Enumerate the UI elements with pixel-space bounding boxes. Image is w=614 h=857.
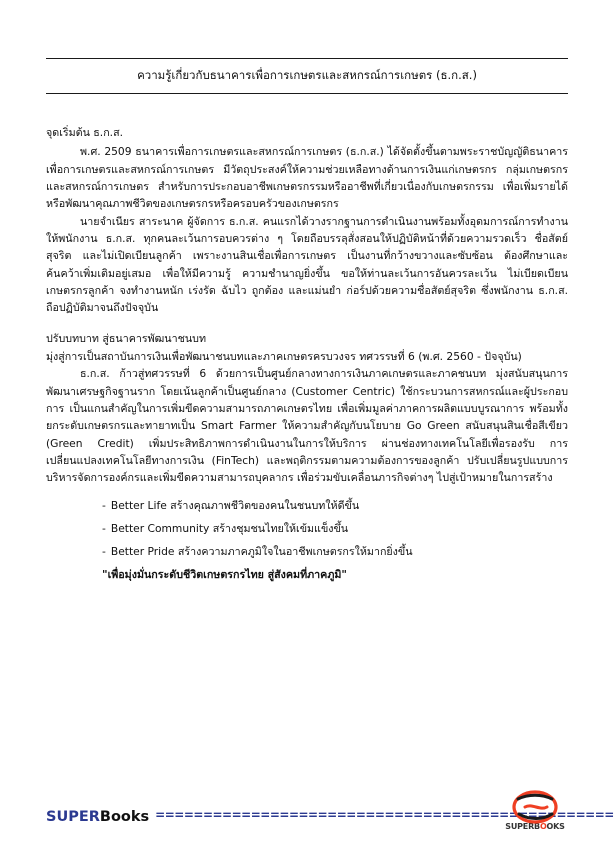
list-item-label: Better Community สร้างชุมชนไทยให้เข้มแข็งขึ้น <box>110 521 349 535</box>
list-item <box>46 520 568 537</box>
list-item-label: Better Life สร้างคุณภาพชีวิตของคนในชนบทให้ดีขึ้น <box>110 498 360 512</box>
footer-logo-text-post: OKS <box>546 822 565 831</box>
footer-divider-dashes: ================================================ <box>155 808 614 822</box>
list-item <box>46 497 568 514</box>
dash-icon: - <box>102 498 106 512</box>
dash-icon: - <box>102 545 106 559</box>
footer-brand-prefix: SUPER <box>46 809 100 825</box>
footer-logo-text-o: O <box>539 822 547 831</box>
footer-logo-text-pre: SUPERB <box>505 822 540 831</box>
document-header <box>46 58 568 94</box>
document-page <box>0 58 614 857</box>
list-item <box>46 543 568 560</box>
document-footer <box>0 777 614 833</box>
section-heading-role-line1: ปรับบทบาท สู่ธนาคารพัฒนาชนบท <box>46 331 207 345</box>
page-title: ความรู้เกี่ยวกับธนาคารเพื่อการเกษตรและสหกรณ์การเกษตร (ธ.ก.ส.) <box>137 68 477 82</box>
dash-icon: - <box>102 521 106 535</box>
footer-logo <box>502 790 568 831</box>
swoosh-icon <box>512 790 558 824</box>
paragraph-role-1: ธ.ก.ส. ก้าวสู่ทศวรรษที่ 6 ด้วยการเป็นศูนย์กลางทางการเงินภาคเกษตรและภาคชนบท มุ่งสนับสนุนการพัฒนาเศรษฐกิจฐานราก โดยเน้นลูกค้าเป็นศูนย์กลาง (Customer Centric) ใช้กระบวนการสหกรณ์และผู้ประกอบการ เป็นแกนสำคัญในการเพิ่มขีดความสามารถภาคเกษตรไทย เพื่อเพิ่มมูลค่าภาคการผลิตแบบบูรณาการ พร้อมทั้งยกระดับเกษตรกรและทายาทเป็น Smart Farmer ให้ความสำคัญกับนโยบาย Go Green สนับสนุนสินเชื่อสีเขียว (Green Credit) เพิ่มประสิทธิภาพการดำเนินงานในการให้บริการ ผ่านช่องทางเทคโนโลยีเพื่อรองรับ การเปลี่ยนแปลงเทคโนโลยีทางการเงิน (FinTech) และพฤติกรรมตามความต้องการของลูกค้า ปรับเปลี่ยนรูปแบบการบริหารจัดการองค์กรและเพิ่มขีดความสามารถบุคลากร เพื่อร่วมขับเคลื่อนภารกิจต่างๆ ไปสู่เป้าหมายในการสร้าง <box>46 367 568 485</box>
closing-quote: "เพื่อมุ่งมั่นกระดับชีวิตเกษตรกรไทย สู่สังคมที่ภาคภูมิ" <box>102 568 347 582</box>
paragraph-origin-2: นายจำเนียร สาระนาค ผู้จัดการ ธ.ก.ส. คนแรกได้วางรากฐานการดำเนินงานพร้อมทั้งอุดมการณ์การทำงานให้พนักงาน ธ.ก.ส. ทุกคนละเว้นการอบควรต่าง ๆ โดยถือบรรลุสั่งสอนให้ปฏิบัติหน้าที่ด้วยความรวดเร็ว ชื่อสัตย์ สุจริต และไม่เปิดเบียนลูกค้า เพราะงานสินเชื่อเพื่อการเกษตร เป็นงานที่กว้างขวางและซับซ้อน ต้องศึกษาและค้นคว้าเพิ่มเติมอยู่เสมอ เพื่อให้มีความรู้ ความชำนาญยิ่งขึ้น ขอให้ท่านละเว้นการอันควรละเว้น ไม่เบียดเบียนเกษตรกรลูกค้า จงทำงานหนัก เร่งรัด ฉับไว ถูกต้อง และแม่นยำ ก่อร์ปด้วยความชื่อสัตย์สุจริต ซึ่งพนักงาน ธ.ก.ส. ถือปฏิบัติมาจนถึงปัจจุบัน <box>46 214 568 315</box>
section-spacer <box>46 317 568 330</box>
footer-brand-suffix: Books <box>99 809 150 825</box>
document-body <box>46 124 568 584</box>
list-item-label: Better Pride สร้างความภาคภูมิใจในอาชีพเกษตรกรให้มากยิ่งขึ้น <box>110 545 413 559</box>
section-heading-origin: จุดเริ่มต้น ธ.ก.ส. <box>46 125 123 139</box>
section-heading-role-line2: มุ่งสู่การเป็นสถาบันการเงินเพื่อพัฒนาชนบทและภาคเกษตรครบวงจร ทศวรรษที่ 6 (พ.ศ. 2560 - ปัจจุบัน) <box>46 349 522 363</box>
paragraph-origin-1: พ.ศ. 2509 ธนาคารเพื่อการเกษตรและสหกรณ์การเกษตร (ธ.ก.ส.) ได้จัดตั้งขึ้นตามพระราชบัญญัติธนาคารเพื่อการเกษตรและสหกรณ์การเกษตร มีวัตถุประสงค์ให้ความช่วยเหลือทางด้านการเงินแก่เกษตรกร กลุ่มเกษตรกร และสหกรณ์การเกษตร สำหรับการประกอบอาชีพเกษตรกรรมหรืออาชีพที่เกี่ยวเนื่องกับเกษตรกรรม เพื่อเพิ่มรายได้หรือพัฒนาคุณภาพชีวิตของเกษตรกรหรือครอบครัวของเกษตรกร <box>46 145 568 211</box>
bullet-list <box>46 497 568 561</box>
